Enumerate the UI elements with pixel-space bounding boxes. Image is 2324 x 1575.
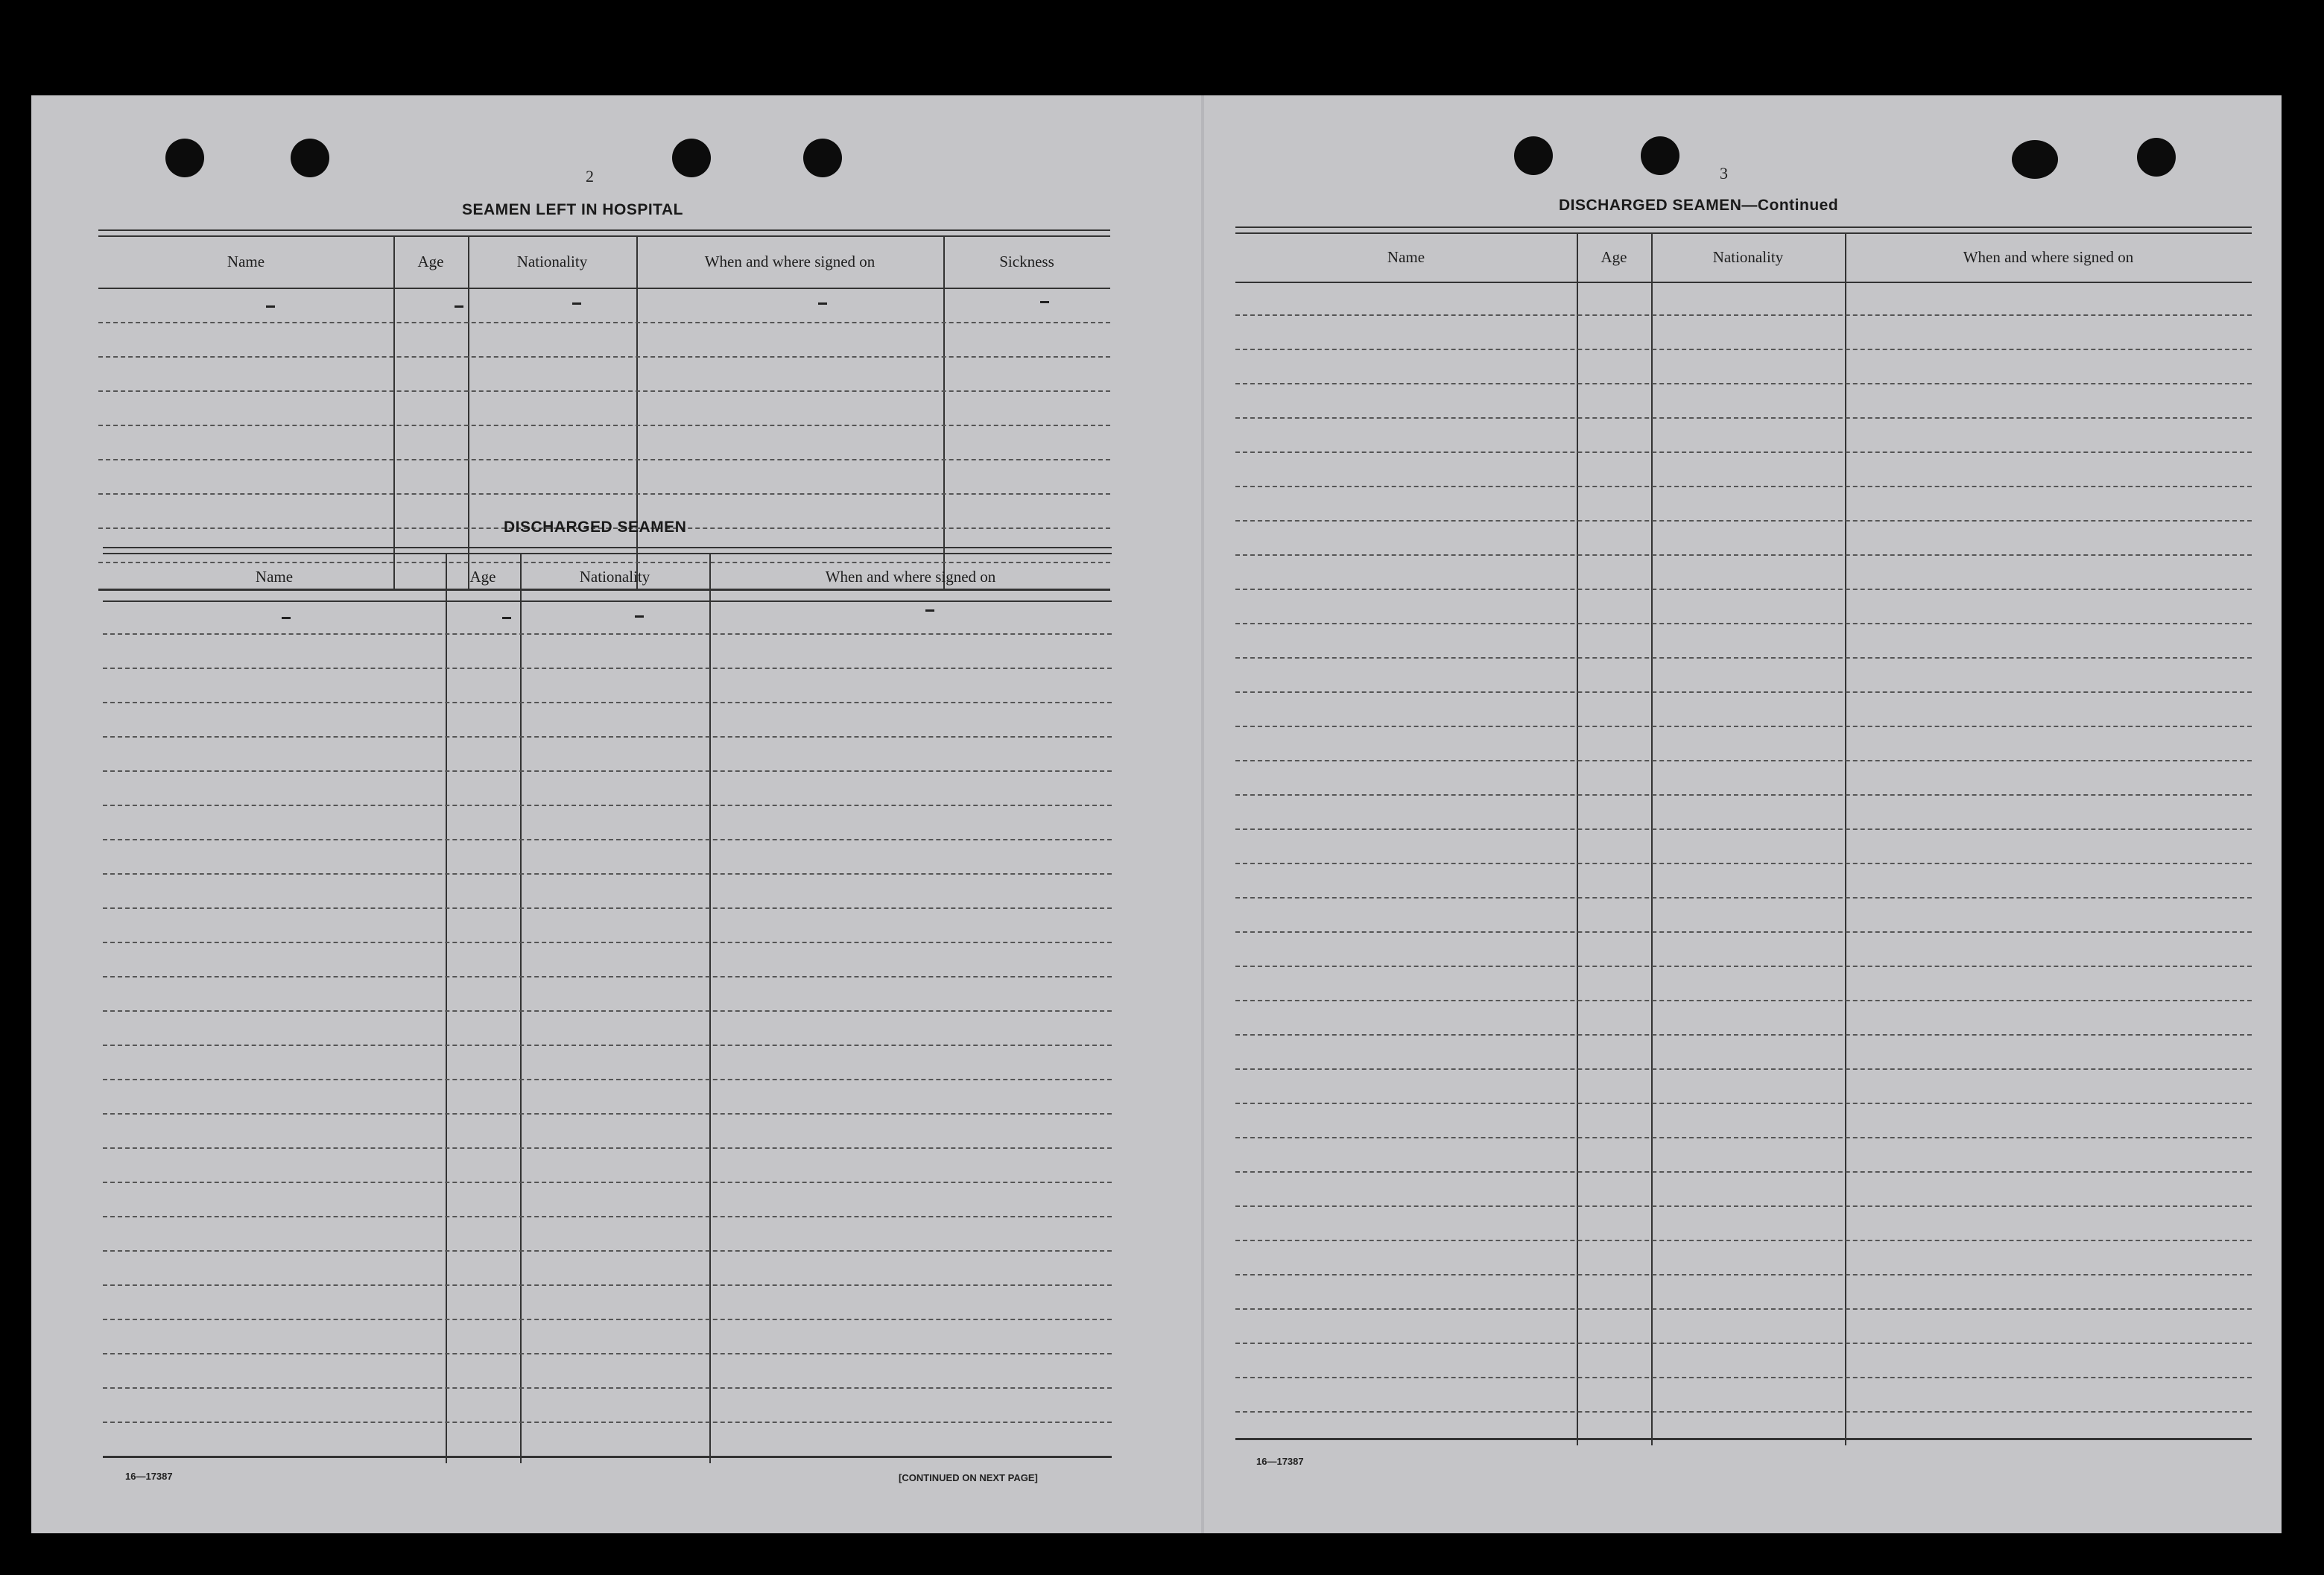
page-number-left: 2 xyxy=(586,167,594,186)
punch-hole xyxy=(2137,138,2176,177)
discharged-continued-title xyxy=(1559,197,1838,215)
col-when-where: When and where signed on xyxy=(825,567,996,586)
col-name: Name xyxy=(255,567,294,586)
punch-hole xyxy=(2012,140,2058,179)
col-age: Age xyxy=(417,252,444,270)
col-nationality: Nationality xyxy=(1712,247,1784,266)
punch-hole xyxy=(803,139,842,177)
blank-dash xyxy=(1040,301,1049,303)
blank-dash xyxy=(818,302,827,305)
blank-dash xyxy=(925,609,934,612)
col-age: Age xyxy=(1600,247,1627,266)
col-nationality: Nationality xyxy=(516,252,588,270)
blank-dash xyxy=(455,305,463,308)
col-when-where: When and where signed on xyxy=(1963,247,2134,266)
center-fold xyxy=(1201,95,1204,1533)
hospital-section-title: SEAMEN LEFT IN HOSPITAL xyxy=(462,201,683,218)
title-continued: —Continued xyxy=(1741,197,1839,214)
punch-hole xyxy=(1514,136,1553,175)
col-nationality: Nationality xyxy=(579,567,650,586)
col-name: Name xyxy=(227,252,265,270)
blank-dash xyxy=(635,615,644,618)
punch-hole xyxy=(291,139,329,177)
discharged-table xyxy=(103,547,1112,1554)
hospital-table xyxy=(98,229,1110,595)
hospital-table-header xyxy=(98,235,1110,289)
col-age: Age xyxy=(469,567,496,586)
discharged-table-header xyxy=(103,553,1112,602)
punch-hole xyxy=(672,139,711,177)
discharged-continued-header xyxy=(1235,232,2252,283)
blank-dash xyxy=(266,305,275,308)
col-name: Name xyxy=(1387,247,1425,266)
form-number-left: 16—17387 xyxy=(125,1471,173,1482)
page-number-right: 3 xyxy=(1720,164,1728,183)
punch-hole xyxy=(165,139,204,177)
discharged-continued-table xyxy=(1235,226,2252,1554)
col-sickness: Sickness xyxy=(999,252,1054,270)
punch-hole xyxy=(1641,136,1679,175)
form-number-right: 16—17387 xyxy=(1256,1456,1304,1467)
blank-dash xyxy=(502,617,511,619)
continued-note: [CONTINUED ON NEXT PAGE] xyxy=(899,1472,1038,1483)
blank-dash xyxy=(572,302,581,305)
document-sheet xyxy=(31,95,2282,1533)
col-when-where: When and where signed on xyxy=(704,252,876,270)
discharged-section-title: DISCHARGED SEAMEN xyxy=(504,519,687,536)
blank-dash xyxy=(282,617,291,619)
title-main: DISCHARGED SEAMEN xyxy=(1559,197,1742,214)
